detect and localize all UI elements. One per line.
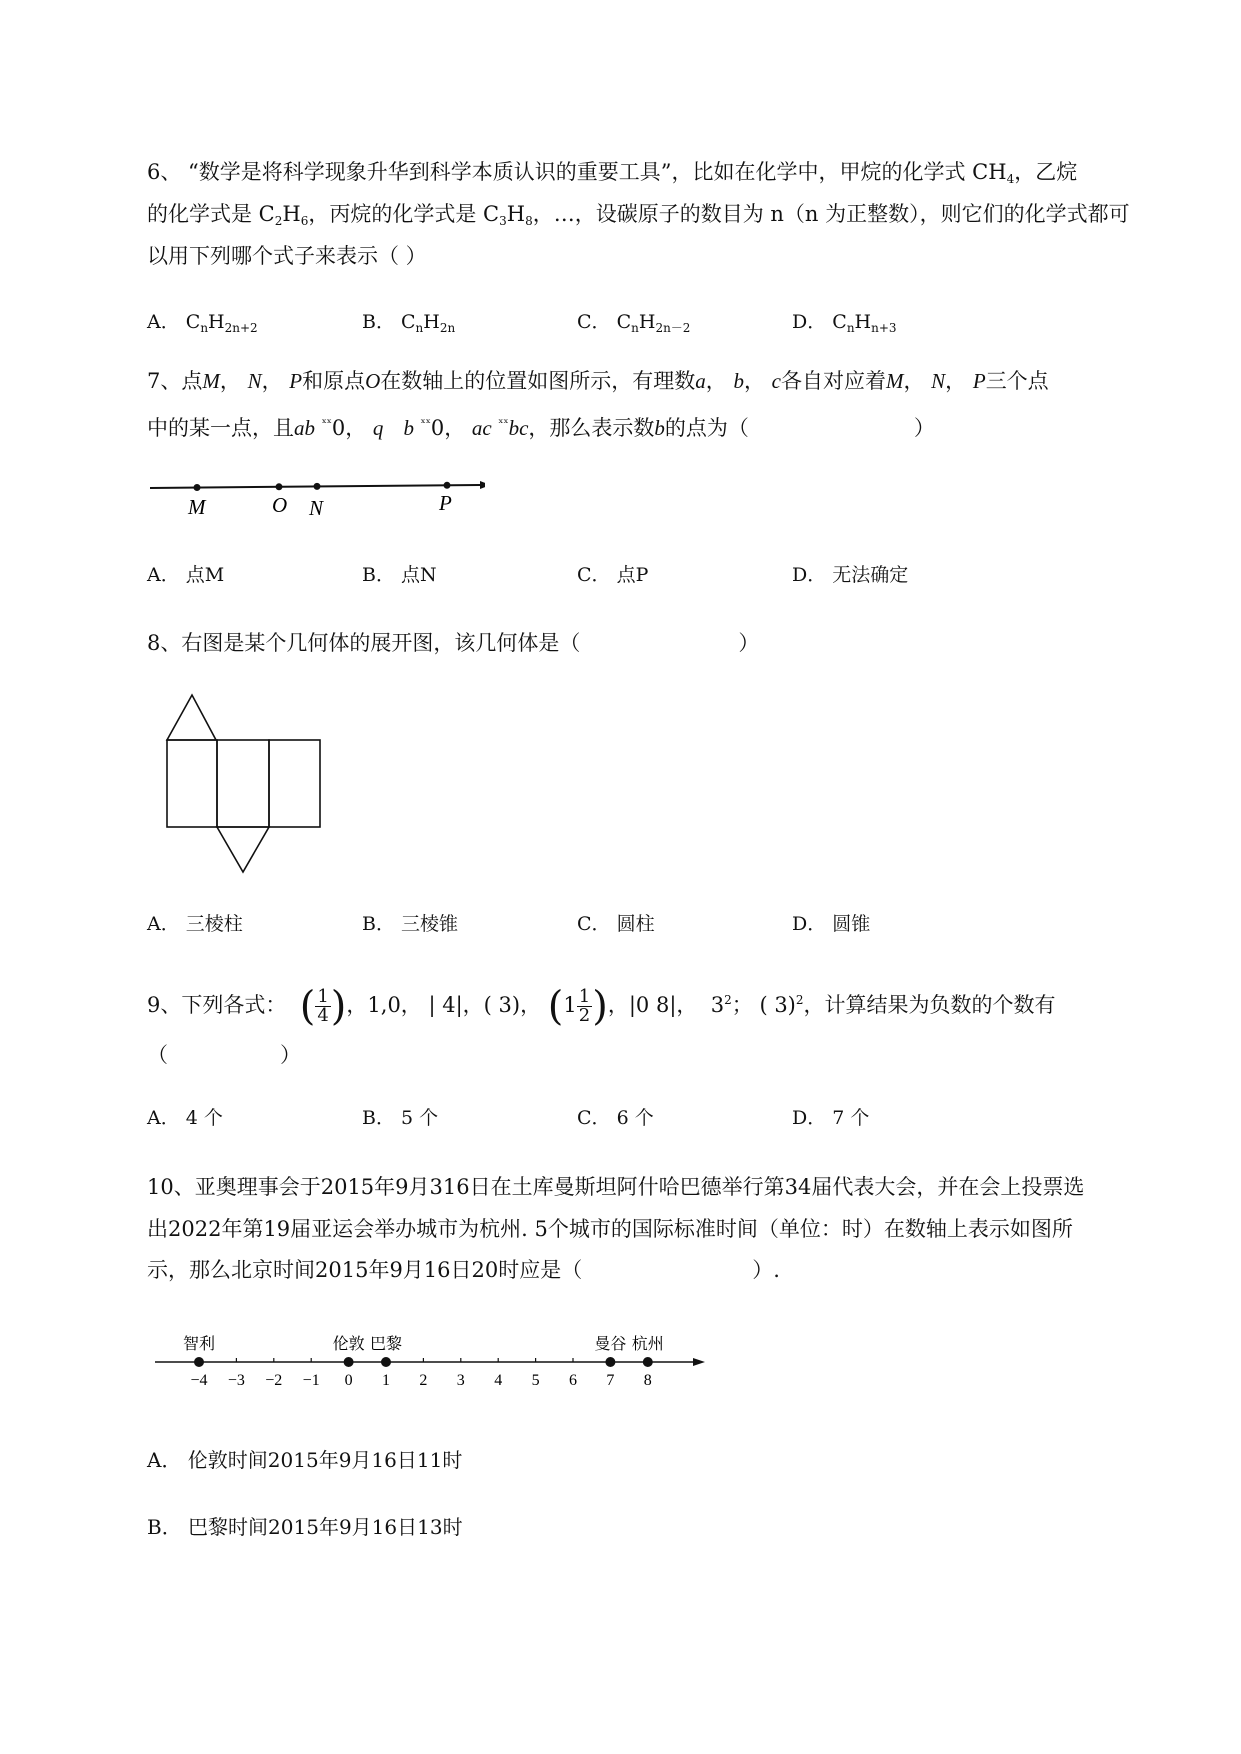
q9-option-a[interactable]: A． 4 个: [147, 1107, 223, 1129]
q6-option-d[interactable]: D． $C_nH_{n+3}$: [792, 311, 897, 335]
q6-line-3: 以用下列哪个式子来表示（ ）: [147, 244, 427, 268]
q10-option-a[interactable]: A． 伦敦时间2015年9月16日11时: [147, 1448, 463, 1472]
axis-arrow: [693, 1358, 705, 1366]
tick-label: 4: [494, 1372, 503, 1389]
q10-line-1: 10、亚奥理事会于2015年9月316日在土库曼斯坦阿什哈巴德举行第34届代表大会，并在会上投票选: [147, 1175, 1085, 1199]
point-o: [276, 483, 283, 490]
q8-net-figure: [160, 690, 330, 880]
q6-text: 的化学式是 C: [147, 202, 275, 226]
q6-option-a[interactable]: A． $C_nH_{2n+2}$: [147, 311, 258, 335]
q6-sub: 3: [499, 214, 507, 228]
label-m: M: [188, 495, 206, 519]
q6-options: [147, 308, 1047, 338]
tick-label: 2: [419, 1372, 428, 1389]
tick-label: 0: [344, 1372, 353, 1389]
point-m: [194, 484, 201, 491]
q7-options: [147, 561, 1047, 591]
q8-options: [147, 910, 1047, 940]
tick-label: 6: [569, 1372, 577, 1389]
city-label: 伦敦: [332, 1336, 365, 1353]
q9-option-d[interactable]: D． 7 个: [792, 1107, 870, 1129]
q6-text: H: [282, 202, 301, 226]
net-top-triangle: [167, 695, 216, 740]
net-face-1: [167, 740, 217, 827]
q8-option-a[interactable]: A． 三棱柱: [147, 913, 243, 935]
fraction-half: $\frac{1}{2}$: [578, 986, 591, 1026]
city-point: [194, 1357, 204, 1367]
fraction-quarter: $\frac{1}{4}$: [317, 986, 329, 1026]
city-label: 曼谷: [594, 1336, 627, 1353]
label-n: N: [309, 496, 324, 520]
city-label: 巴黎: [369, 1336, 403, 1353]
tick-label: 1: [382, 1372, 390, 1389]
q7-option-d[interactable]: D． 无法确定: [792, 564, 909, 586]
q6-text: ，…，设碳原子的数目为 n（n 为正整数），则它们的化学式都可: [532, 202, 1130, 226]
q6-sub: 4: [1006, 172, 1015, 186]
q10-line-3: 示，那么北京时间2015年9月16日20时应是（ ）.: [147, 1258, 780, 1282]
q8-option-c[interactable]: C． 圆柱: [577, 913, 655, 935]
q6-option-c[interactable]: C． $C_nH_{2n-2}$: [577, 311, 691, 335]
net-face-2: [217, 740, 269, 827]
q6-text: 6、 “数学是将科学现象升华到科学本质认识的重要工具”，比如在化学中，甲烷的化学式 CH: [147, 160, 1007, 184]
q7-option-a[interactable]: A． 点M: [147, 564, 225, 586]
city-point: [381, 1357, 391, 1367]
tick-label: 8: [643, 1372, 652, 1389]
city-point: [344, 1357, 354, 1367]
city-point: [643, 1357, 653, 1367]
q7-option-c[interactable]: C． 点P: [577, 564, 649, 586]
q7-option-b[interactable]: B． 点N: [362, 564, 437, 586]
axis-arrow: [480, 481, 485, 489]
city-point: [605, 1357, 615, 1367]
q7-line-1: 7、点M， N， P和原点O在数轴上的位置如图所示，有理数a， b， c各自对应着M， N， P三个点: [147, 369, 1049, 393]
tick-label: 3: [456, 1372, 465, 1389]
net-bottom-triangle: [217, 827, 269, 872]
q6-option-b[interactable]: B． $C_nH_{2n}$: [362, 311, 456, 335]
q6-line-2: [147, 199, 1130, 236]
q9-options: [147, 1104, 1047, 1134]
q7-line-2: 中的某一点，且ab $^{ˣˣ}$0， q b $^{ˣˣ}$0， ac $^{ˣˣ}$bc，那么表示数b的点为（ ）: [147, 416, 935, 440]
q6-text: ，乙烷: [1014, 160, 1078, 184]
q10-timezone-number-line: [150, 1325, 710, 1405]
q8-line-1: 8、右图是某个几何体的展开图，该几何体是（ ）: [147, 631, 760, 655]
q10-line-2: 出2022年第19届亚运会举办城市为杭州. 5个城市的国际标准时间（单位：时）在数轴上表示如图所: [147, 1217, 1073, 1241]
label-o: O: [272, 493, 288, 517]
q9-line-1: 9、下列各式： ( $\frac{1}{4}$ )，1,0， | 4|，( 3)， (1 $\frac{1}{2}$ )，|0 8|， $3^2$； ( 3)$^2$，计算结果为负数的个数有: [147, 983, 1056, 1030]
tick-label: −3: [227, 1372, 245, 1389]
q6-line-1: [147, 157, 1077, 194]
q6-text: ，丙烷的化学式是 C: [308, 202, 500, 226]
q6-text: H: [506, 202, 526, 226]
city-label: 杭州: [631, 1336, 664, 1353]
net-face-3: [269, 740, 320, 827]
city-label: 智利: [182, 1336, 216, 1353]
point-p: [444, 482, 451, 489]
tick-label: −4: [190, 1372, 208, 1389]
q9-line-2: （ ）: [147, 1043, 301, 1067]
q9-option-b[interactable]: B． 5 个: [362, 1107, 439, 1129]
tick-label: 5: [531, 1372, 540, 1389]
point-n: [314, 483, 321, 490]
q6-sub: 6: [300, 214, 309, 228]
tick-label: −2: [265, 1372, 283, 1389]
tick-label: −1: [302, 1372, 320, 1389]
q6-sub: 2: [274, 214, 283, 228]
q10-option-b[interactable]: B． 巴黎时间2015年9月16日13时: [147, 1515, 463, 1539]
q8-option-b[interactable]: B． 三棱锥: [362, 913, 459, 935]
label-p: P: [439, 491, 452, 515]
q7-number-line: [145, 470, 485, 530]
q9-option-c[interactable]: C． 6 个: [577, 1107, 654, 1129]
q6-sub: 8: [525, 214, 533, 228]
tick-label: 7: [606, 1372, 615, 1389]
q8-option-d[interactable]: D． 圆锥: [792, 913, 871, 935]
